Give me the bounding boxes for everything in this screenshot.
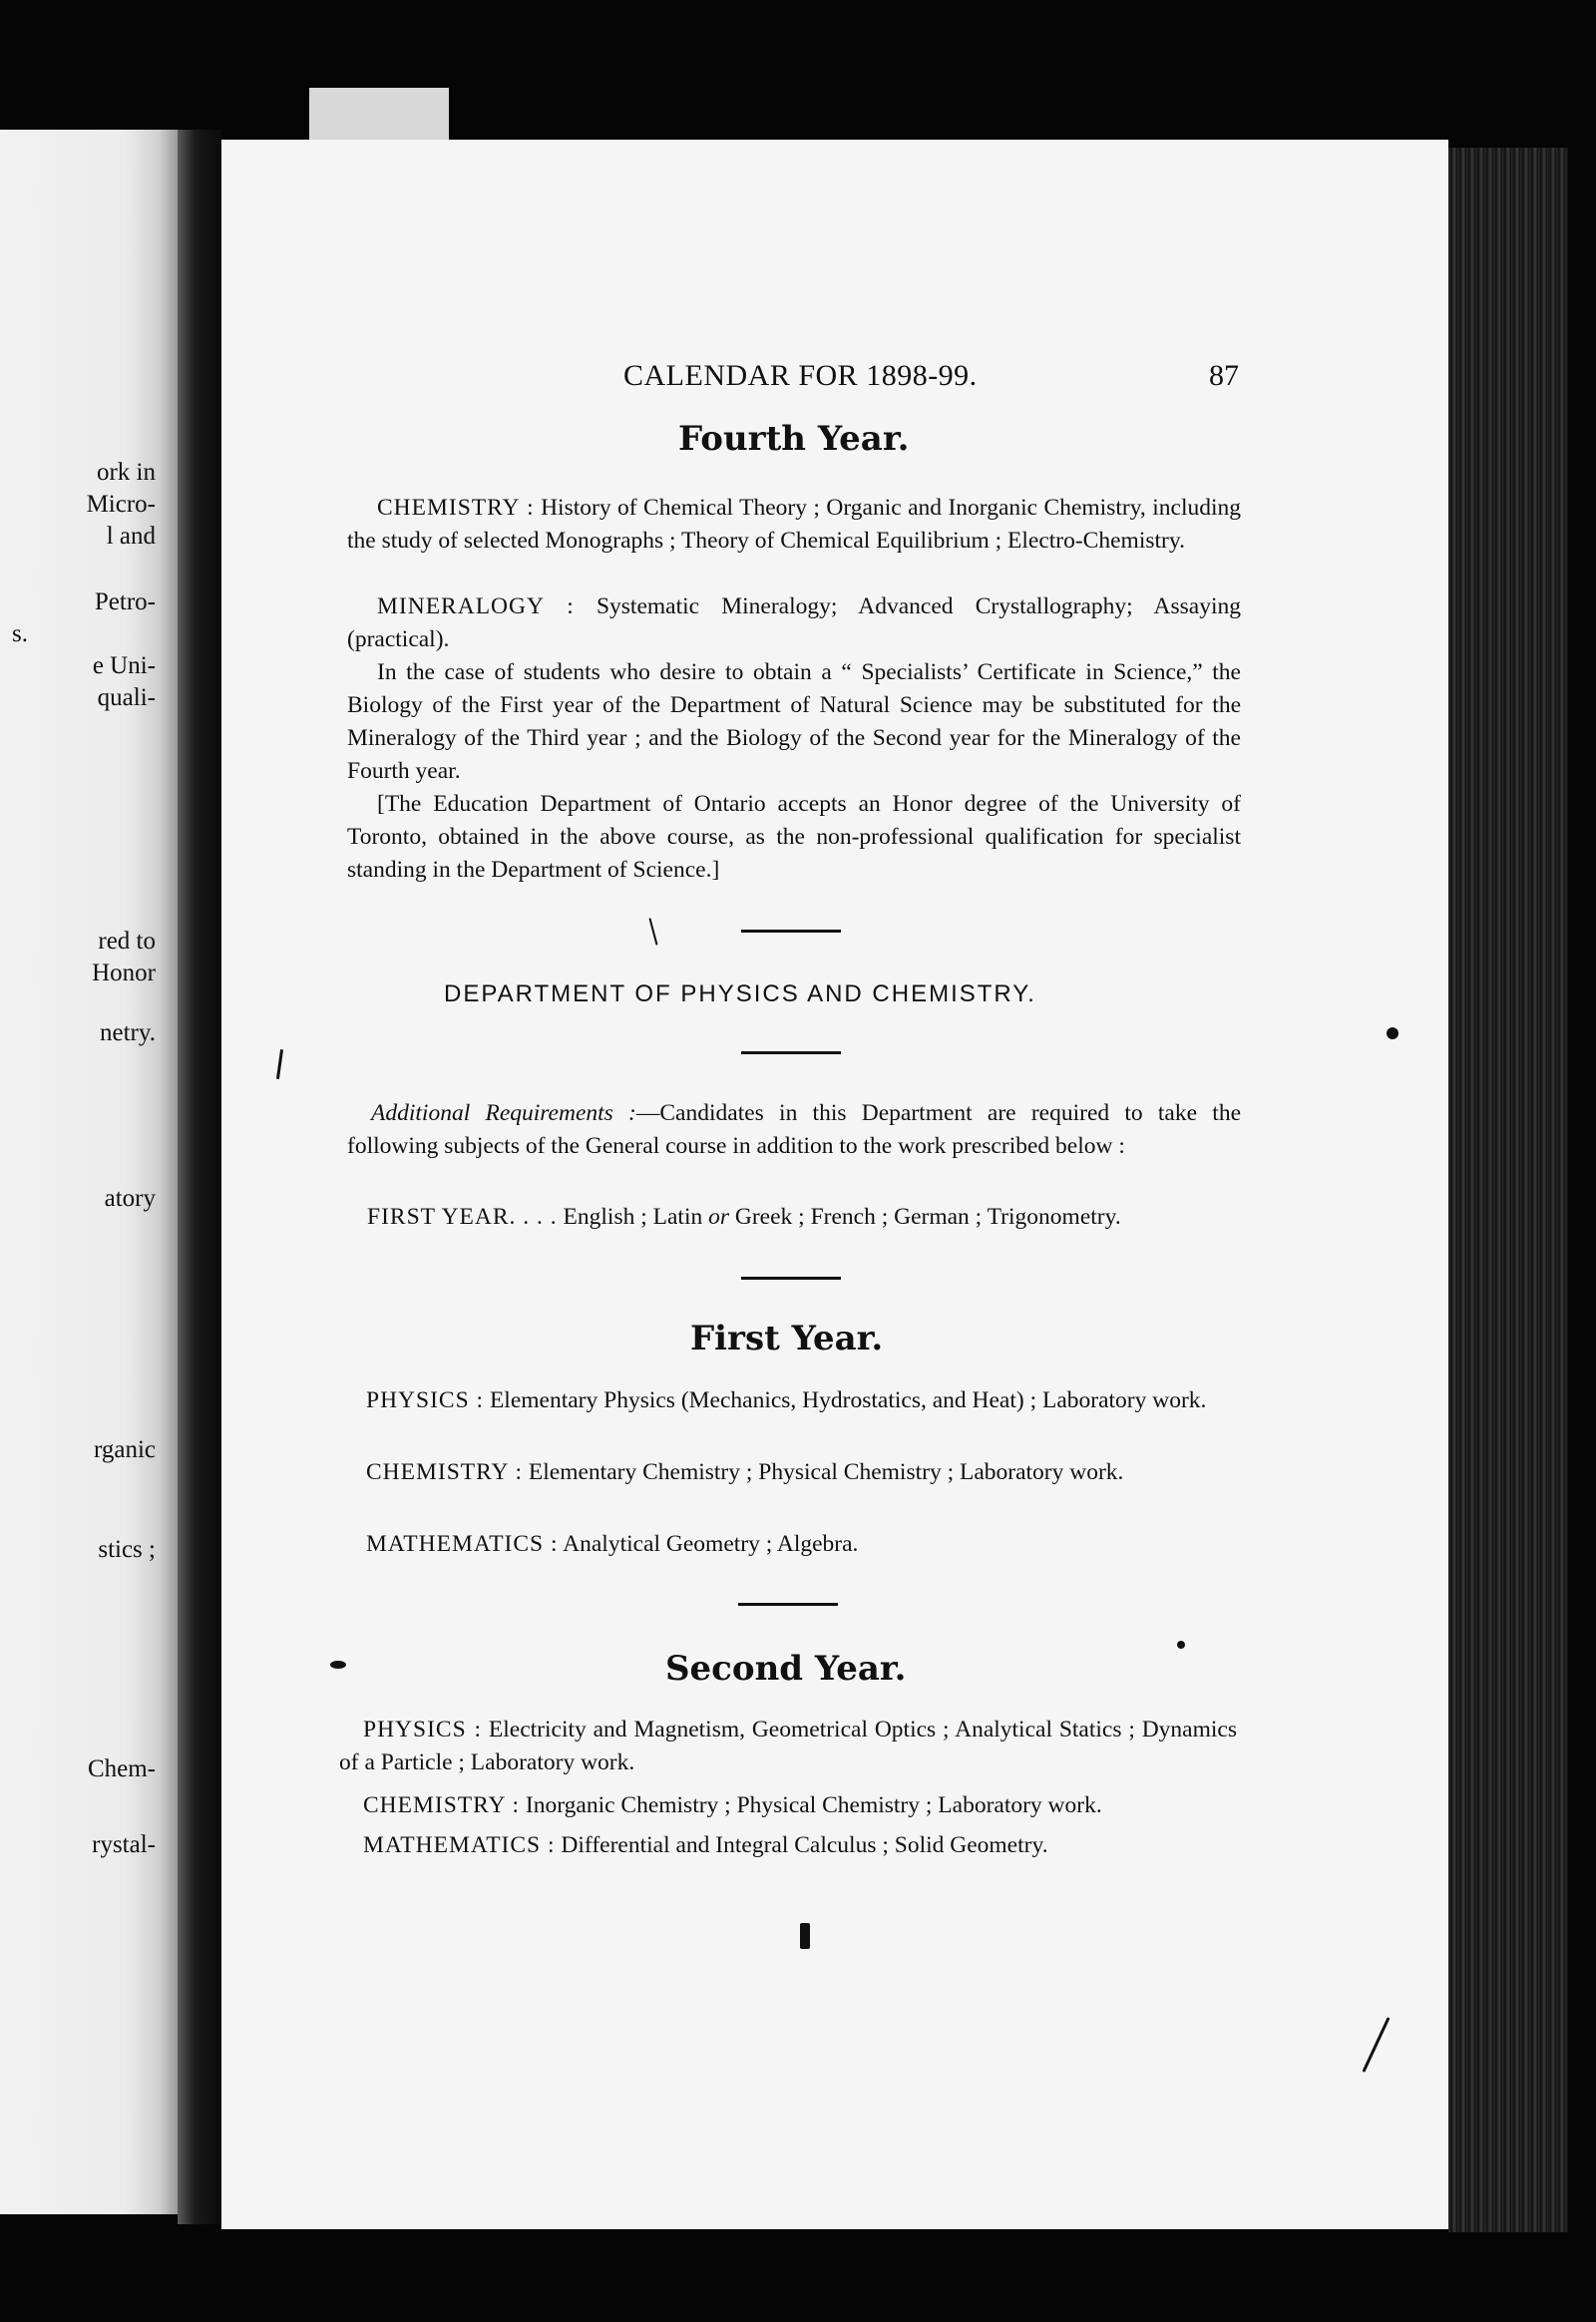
physics-text: Elementary Physics (Mechanics, Hydrostatics, and Heat) ; Laboratory work.: [489, 1387, 1207, 1413]
scan-mark: [330, 1661, 346, 1669]
first-year-physics: [344, 1384, 1238, 1417]
left-fragment: Honor: [92, 960, 156, 986]
mathematics-label: MATHEMATICS :: [366, 1531, 559, 1557]
left-fragment: quali-: [97, 684, 156, 711]
left-fragment: stics ;: [98, 1536, 156, 1563]
left-fragment: Chem-: [87, 1755, 156, 1782]
book-gutter: [178, 130, 221, 2224]
left-fragment: Petro-: [94, 588, 156, 615]
chemistry-label: CHEMISTRY :: [377, 495, 535, 521]
page-edges: [1448, 148, 1568, 2232]
left-fragment: l and: [106, 523, 156, 550]
left-fragment: Micro-: [86, 491, 156, 518]
mineralogy-label: MINERALOGY :: [377, 593, 575, 619]
second-year-mathematics: [339, 1829, 1237, 1862]
requirements-label: Additional Requirements :: [371, 1100, 636, 1126]
specialist-note: In the case of students who desire to obtain a “ Specialists’ Certificate in Science,” the Biology of the First year of the Department of Natural Science may be substituted for the Mineralogy of the Third year ; and the Biology of the Second year for the Mineralogy of the Fourth year.: [347, 659, 1241, 784]
physics-label: PHYSICS :: [363, 1717, 483, 1742]
chemistry-label: CHEMISTRY :: [363, 1792, 521, 1818]
section-rule: [741, 930, 841, 933]
section-rule: [741, 1051, 841, 1054]
first-year-requirements: [347, 1201, 1241, 1234]
page-number: 87: [1209, 359, 1239, 392]
first-year-label: FIRST YEAR. . . .: [367, 1204, 558, 1230]
mathematics-text: Differential and Integral Calculus ; Solid Geometry.: [561, 1832, 1048, 1858]
mathematics-text: Analytical Geometry ; Algebra.: [563, 1531, 859, 1557]
first-year-text: Greek ; French ; German ; Trigonometry.: [729, 1204, 1121, 1230]
chemistry-text: Elementary Chemistry ; Physical Chemistry ; Laboratory work.: [528, 1459, 1124, 1485]
scan-mark: [800, 1923, 810, 1949]
running-header: CALENDAR FOR 1898-99.: [623, 359, 978, 392]
section-rule: [741, 1277, 841, 1280]
first-year-or: or: [708, 1204, 730, 1230]
left-fragment: s.: [12, 620, 28, 647]
left-fragment: red to: [98, 928, 156, 955]
additional-requirements: [347, 1097, 1241, 1163]
left-fragment: rganic: [93, 1436, 156, 1463]
fourth-year-heading: Fourth Year.: [678, 419, 910, 459]
fourth-year-chemistry: [347, 492, 1241, 558]
mathematics-label: MATHEMATICS :: [363, 1832, 556, 1858]
fourth-year-mineralogy: [347, 590, 1241, 656]
first-year-mathematics: [344, 1528, 1238, 1561]
education-department-note: [The Education Department of Ontario accepts an Honor degree of the University of Toronto, obtained in the above course, as the non-professional qualification for specialist standing in the Department of Science.]: [347, 791, 1241, 883]
section-rule: [738, 1603, 838, 1606]
department-title: DEPARTMENT OF PHYSICS AND CHEMISTRY.: [444, 980, 1036, 1007]
scan-mark: [1177, 1641, 1185, 1649]
chemistry-text: History of Chemical Theory ; Organic and Inorganic Chemistry, including the study of selected Monographs ; Theory of Chemical Equilibrium ; Electro-Chemistry.: [347, 495, 1242, 554]
mineralogy-text: Systematic Mineralogy; Advanced Crystallography; Assaying (practical).: [347, 593, 1241, 652]
left-facing-page: [0, 130, 178, 2214]
left-fragment: netry.: [100, 1019, 156, 1046]
first-year-chemistry: [344, 1456, 1238, 1489]
chemistry-text: Inorganic Chemistry ; Physical Chemistry ; Laboratory work.: [525, 1792, 1102, 1818]
requirements-text: —Candidates in this Department are required to take the following subjects of the General course in addition to the work prescribed below :: [347, 1100, 1241, 1159]
first-year-heading: First Year.: [690, 1319, 884, 1358]
left-fragment: rystal-: [92, 1831, 156, 1858]
left-fragment: atory: [104, 1185, 156, 1212]
scan-mark: [1387, 1027, 1398, 1039]
first-year-text: English ; Latin: [563, 1204, 709, 1230]
chemistry-label: CHEMISTRY :: [366, 1459, 524, 1485]
left-fragment: e Uni-: [92, 652, 156, 679]
physics-text: Electricity and Magnetism, Geometrical Optics ; Analytical Statics ; Dynamics of a Particle ; Laboratory work.: [339, 1717, 1237, 1775]
second-year-physics: [339, 1714, 1237, 1779]
second-year-chemistry: [339, 1789, 1237, 1822]
left-fragment: ork in: [96, 459, 156, 486]
second-year-heading: Second Year.: [665, 1649, 907, 1689]
physics-label: PHYSICS :: [366, 1387, 485, 1413]
